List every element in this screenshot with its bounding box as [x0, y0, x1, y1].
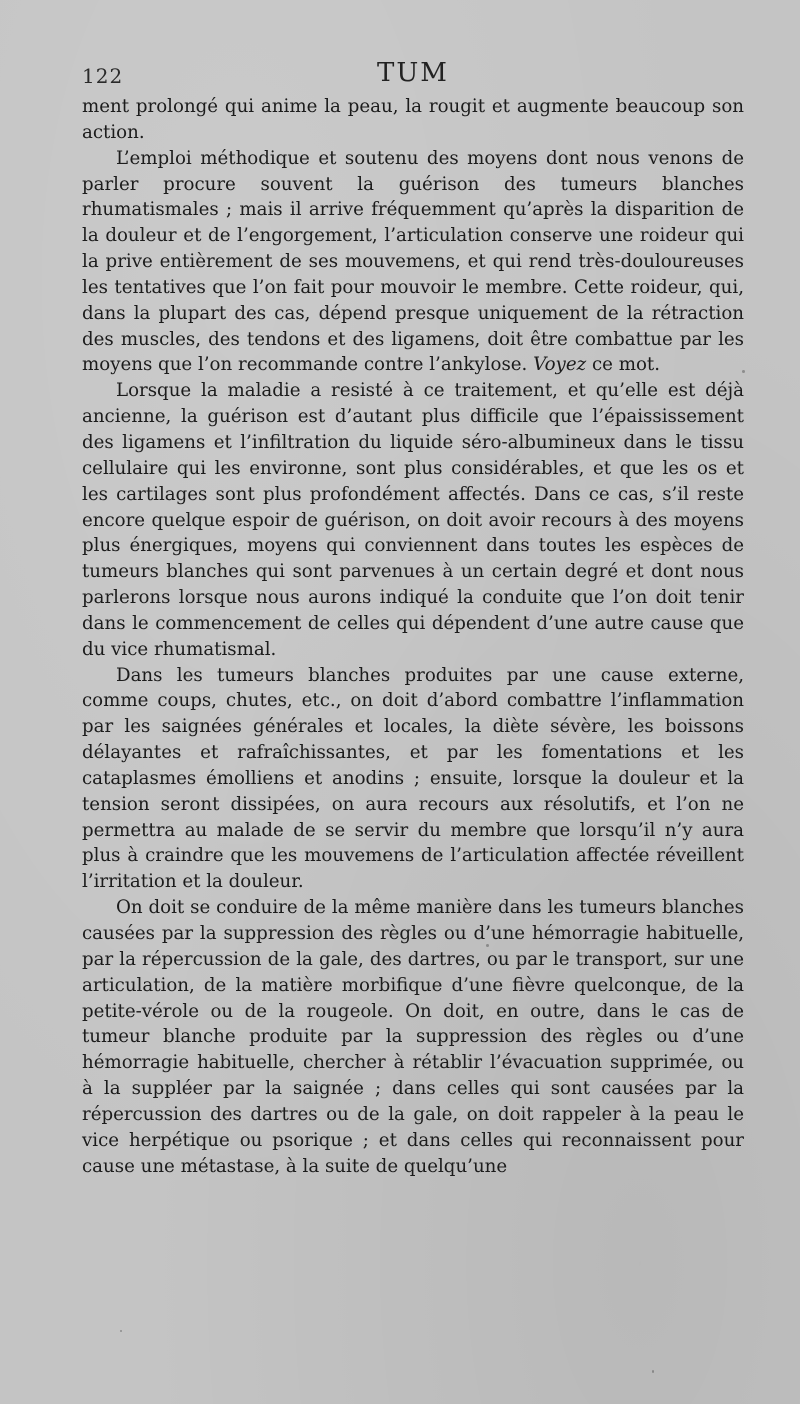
paper-speck: [486, 944, 489, 947]
page-header: [82, 58, 744, 92]
page-number: 122: [82, 64, 124, 88]
paragraph: On doit se conduire de la même manière dans les tumeurs blanches causées par la suppression des règles ou d’une hémorragie habituelle, par la répercussion de la gale, des dartres, ou par le transport, sur une articulation, de la matière morbifique d’une fièvre quelconque, de la petite-vérole ou de la rougeole. On doit, en outre, dans le cas de tumeur blanche produite par la suppression des règles ou d’une hémorragie habituelle, chercher à rétablir l’évacuation supprimée, ou à la suppléer par la saignée ; dans celles qui sont causées par la répercussion des dartres ou de la gale, on doit rappeler à la peau le vice herpétique ou psorique ; et dans celles qui reconnaissent pour cause une métastase, à la suite de quelqu’une: [82, 897, 744, 1177]
running-title: TUM: [377, 58, 449, 88]
paragraph: Lorsque la maladie a resisté à ce traitement, et qu’elle est déjà ancienne, la guérison est d’autant plus difficile que l’épaississement des ligamens et l’infiltration du liquide séro-albumineux dans le tissu cellulaire qui les environne, sont plus considérables, et que les os et les cartilages sont plus profondément affectés. Dans ce cas, s’il reste encore quelque espoir de guérison, on doit avoir recours à des moyens plus énergiques, moyens qui conviennent dans toutes les espèces de tumeurs blanches qui sont parvenues à un certain degré et dont nous parlerons lorsque nous aurons indiqué la conduite que l’on doit tenir dans le commencement de celles qui dépendent d’une autre cause que du vice rhumatismal.: [82, 380, 744, 660]
cross-reference: Voyez: [533, 354, 587, 376]
paragraph-text: ce mot.: [591, 354, 660, 376]
paper-speck: [742, 370, 745, 373]
paragraph: Dans les tumeurs blanches produites par une cause externe, comme coups, chutes, etc., on doit d’abord combattre l’inflammation par les saignées générales et locales, la diète sévère, les boissons délayantes et rafraîchissantes, et par les fomentations et les cataplasmes émolliens et anodins ; ensuite, lorsque la douleur et la tension seront dissipées, on aura recours aux résolutifs, et l’on ne permettra au malade de se servir du membre que lorsqu’il n’y aura plus à craindre que les mouvemens de l’articulation affectée réveillent l’irritation et la douleur.: [82, 664, 744, 893]
paragraph-continuation: ment prolongé qui anime la peau, la rougit et augmente beaucoup son action.: [82, 96, 744, 143]
paper-speck: [652, 1370, 654, 1373]
paper-speck: [120, 1330, 122, 1332]
paragraph: [82, 146, 744, 379]
paragraph-text: L’emploi méthodique et soutenu des moyens dont nous venons de parler procure souvent la guérison des tumeurs blanches rhumatismales ; mais il arrive fréquemment qu’après la disparition de la douleur et de l’engorgement, l’articulation conserve une roideur qui la prive entièrement de ses mouvemens, et qui rend très-douloureuses les tentatives que l’on fait pour mouvoir le membre. Cette roideur, qui, dans la plupart des cas, dépend presque uniquement de la rétraction des muscles, des tendons et des ligamens, doit être combattue par les moyens que l’on recommande contre l’ankylose.: [82, 147, 744, 376]
body-text: [82, 94, 744, 1179]
